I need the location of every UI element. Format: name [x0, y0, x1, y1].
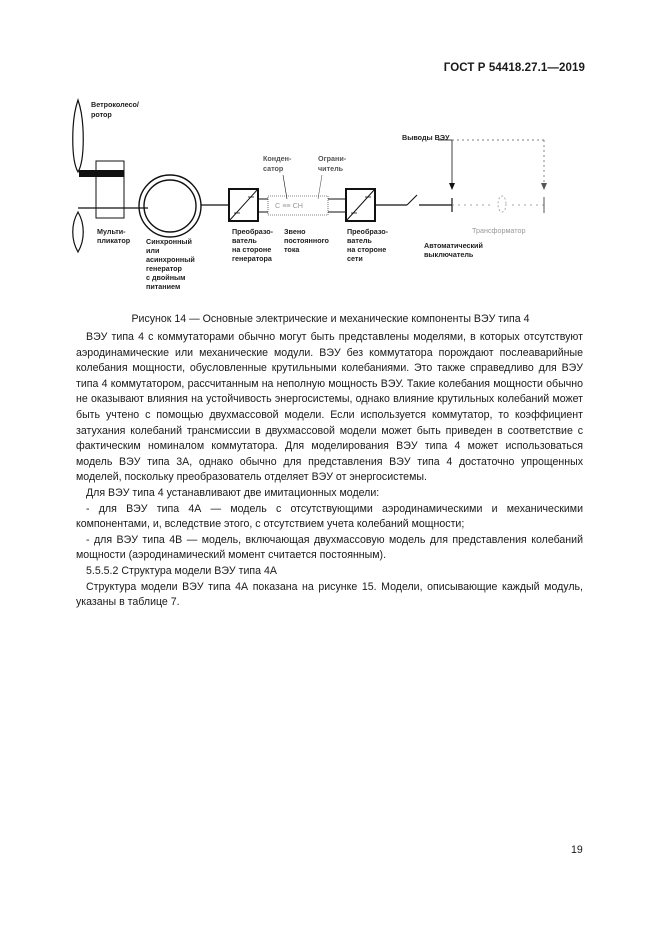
grid-converter-label-1: Преобразо- — [347, 227, 389, 236]
generator-label-1: Синхронный — [146, 237, 192, 246]
paragraph-3: - для ВЭУ типа 4А — модель с отсутствующими аэродинамическими и механическими компонентами, и, вследствие этого, с отсутствием учета колебаний мощности; — [76, 502, 583, 531]
breaker-switch — [407, 195, 417, 205]
generator-circle-inner — [144, 180, 196, 232]
dc-link-label-1: Звено — [284, 227, 306, 236]
gen-converter-label-1: Преобразо- — [232, 227, 274, 236]
rotor-label-2: ротор — [91, 110, 112, 119]
capacitor-label-1: Конден- — [263, 154, 292, 163]
rotor-label-1: Ветроколесо/ — [91, 100, 139, 109]
capacitor-label-2: сатор — [263, 164, 284, 173]
paragraph-4: - для ВЭУ типа 4В — модель, включающая двухмассовую модель для представления колебаний мощности (аэродинамический момент считается постоянным). — [76, 533, 583, 562]
section-heading-5-5-5-2: 5.5.5.2 Структура модели ВЭУ типа 4А — [86, 564, 277, 577]
body-text — [76, 330, 583, 611]
figure-caption: Рисунок 14 — Основные электрические и механические компоненты ВЭУ типа 4 — [131, 313, 530, 325]
grid-converter-label-2: ватель — [347, 236, 372, 245]
paragraph-6: Структура модели ВЭУ типа 4А показана на рисунке 15. Модели, описывающие каждый модуль, указаны в таблице 7. — [76, 580, 583, 609]
generator-label-3: асинхронный — [146, 255, 195, 264]
paragraph-1: ВЭУ типа 4 с коммутаторами обычно могут быть представлены моделями, в которых отсутствуют аэродинамические или механические модули. ВЭУ без коммутатора порождают послеаварийные колебания мощности, обусловленные крутильными колебаниями. Это также справедливо для ВЭУ типа 4 коммутатором, рассчитанным на неполную мощность ВЭУ. Такие колебания мощности обычно не оказывают влияния на устойчивость энергосистемы, однако влияние крутильных колебаний может быть учтено с помощью двухмассовой модели. Если используется коммутатор, то коэффициент затухания колебаний трансмиссии в двухмассовой модели может быть приведен в соответствие с фактическим номиналом коммутатора. Для моделирования ВЭУ типа 4 может использоваться модель ВЭУ типа 3А, однако обычно для представления ВЭУ типа 4 достаточно упрощенных моделей, поскольку преобразователь отделяет ВЭУ от энергосистемы. — [76, 331, 583, 484]
gearbox-label-1: Мульти- — [97, 227, 126, 236]
generator-label-6: питанием — [146, 282, 181, 291]
limiter-label-2: читель — [318, 164, 344, 173]
page-number: 19 — [571, 844, 583, 856]
generator-label-4: генератор — [146, 264, 182, 273]
gen-converter-label-4: генератора — [232, 254, 272, 263]
grid-converter-label-4: сети — [347, 254, 363, 263]
gearbox-label-2: пликатор — [97, 236, 131, 245]
transformer-label: Трансформатор — [472, 226, 526, 235]
terminals-label: Выводы ВЭУ — [402, 133, 450, 142]
hub — [79, 170, 124, 177]
dc-link-label-3: тока — [284, 245, 300, 254]
paragraph-2: Для ВЭУ типа 4 устанавливают две имитационных модели: — [86, 486, 380, 499]
figure-14-diagram — [0, 0, 661, 310]
gearbox-box — [96, 161, 124, 218]
generator-label-5: с двойным — [146, 273, 186, 282]
breaker-label-1: Автоматический — [424, 241, 483, 250]
gen-converter-label-2: ватель — [232, 236, 257, 245]
transformer-symbol — [498, 196, 506, 212]
gen-converter-label-3: на стороне — [232, 245, 272, 254]
dc-link-label-2: постоянного — [284, 236, 329, 245]
grid-converter-label-3: на стороне — [347, 245, 387, 254]
generator-circle-outer — [139, 175, 201, 237]
breaker-label-2: выключатель — [424, 250, 474, 259]
dc-box-text: C ≡≡ СН — [275, 201, 303, 210]
generator-label-2: или — [146, 246, 160, 255]
limiter-label-1: Ограни- — [318, 154, 347, 163]
standard-code-header: ГОСТ Р 54418.27.1—2019 — [443, 62, 585, 74]
